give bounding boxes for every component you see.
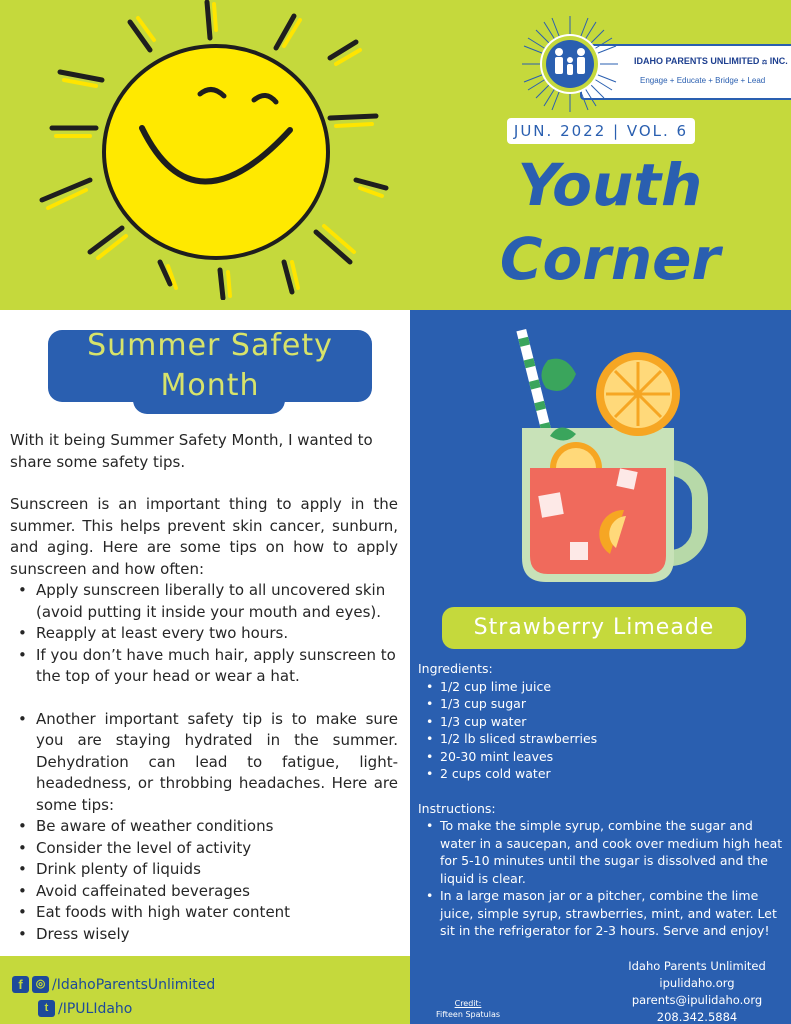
logo-org-name: IDAHO PARENTS UNLIMITED ⚖ INC. — [634, 56, 788, 66]
list-item: • To make the simple syrup, combine the sugar and water in a saucepan, and cook over medium high heat for 5-10 minutes until the sugar is dissolved and the liquid is clear. — [424, 817, 784, 887]
list-item: • Drink plenty of liquids — [10, 859, 398, 881]
article-body — [10, 430, 398, 945]
heading-line-1: Summer Safety — [87, 328, 333, 363]
list-item: • 1/2 lb sliced strawberries — [424, 730, 784, 748]
contact-email[interactable]: parents@ipulidaho.org — [631, 993, 763, 1007]
list-item: • Eat foods with high water content — [10, 902, 398, 924]
list-item: • Dress wisely — [10, 924, 398, 946]
contact-org: Idaho Parents Unlimited — [628, 959, 766, 973]
list-item: • Avoid caffeinated beverages — [10, 881, 398, 903]
contact-website[interactable]: ipulidaho.org — [659, 976, 735, 990]
issue-label: JUN. 2022 | VOL. 6 — [507, 118, 695, 144]
intro-paragraph: With it being Summer Safety Month, I wanted to share some safety tips. — [10, 431, 373, 471]
contact-phone: 208.342.5884 — [656, 1010, 738, 1024]
twitter-icon: t — [38, 1000, 55, 1017]
twitter-link[interactable] — [38, 1000, 132, 1017]
family-emblem-icon — [520, 14, 620, 114]
section-heading — [48, 326, 372, 406]
image-credit — [432, 998, 504, 1020]
facebook-icon: f — [12, 976, 29, 993]
title-line-1: Youth — [517, 151, 703, 219]
ingredients-list — [424, 678, 784, 783]
summer-safety-section — [0, 310, 410, 956]
list-item: • If you don’t have much hair, apply sunscreen to the top of your head or wear a hat. — [10, 645, 398, 688]
list-item: • Consider the level of activity — [10, 838, 398, 860]
title-line-2: Corner — [499, 225, 721, 293]
list-item: • 1/3 cup water — [424, 713, 784, 731]
sunscreen-paragraph: Sunscreen is an important thing to apply in the summer. This helps prevent skin cancer, sunburn, and aging. Here are some tips on how to apply sunscreen and how often: — [10, 495, 398, 578]
contact-info — [610, 958, 784, 1024]
facebook-handle: /IdahoParentsUnlimited — [52, 976, 216, 993]
footer-social — [0, 956, 410, 1024]
sunscreen-tips-list — [10, 580, 398, 688]
hydration-intro-list — [10, 709, 398, 817]
recipe-section — [410, 310, 791, 1024]
heading-line-2: Month — [160, 368, 260, 403]
ipul-logo — [520, 14, 791, 114]
list-item: • In a large mason jar or a pitcher, combine the lime juice, simple syrup, strawberries, mint, and water. Let sit in the refrigerator for 2-3 hours. Serve and enjoy! — [424, 887, 784, 940]
limeade-jar-icon — [500, 318, 720, 598]
list-item: • 1/2 cup lime juice — [424, 678, 784, 696]
hydration-paragraph: • Another important safety tip is to make sure you are staying hydrated in the summer. Dehydration can lead to fatigue, light-headedness, or throbbing headaches. Here are some tips: — [10, 709, 398, 817]
list-item: • 1/3 cup sugar — [424, 695, 784, 713]
smiling-sun-icon — [30, 0, 410, 300]
logo-tagline: Engage + Educate + Bridge + Lead — [640, 76, 766, 85]
list-item: • Reapply at least every two hours. — [10, 623, 398, 645]
list-item: • 2 cups cold water — [424, 765, 784, 783]
instructions-label: Instructions: — [418, 800, 496, 816]
recipe-title: Strawberry Limeade — [442, 607, 746, 649]
credit-label: Credit: — [454, 999, 482, 1008]
twitter-handle: /IPULIdaho — [58, 1000, 133, 1017]
recipe-body — [418, 660, 784, 940]
credit-name: Fifteen Spatulas — [435, 1010, 501, 1019]
list-item: • Apply sunscreen liberally to all uncovered skin (avoid putting it inside your mouth and eyes). — [10, 580, 398, 623]
list-item: • 20-30 mint leaves — [424, 748, 784, 766]
ingredients-label: Ingredients: — [418, 661, 493, 676]
page-title — [470, 148, 750, 296]
list-item: • Be aware of weather conditions — [10, 816, 398, 838]
hydration-tips-list — [10, 816, 398, 945]
header-banner — [0, 0, 791, 310]
instructions-list — [424, 817, 784, 940]
instagram-icon: ◎ — [32, 976, 49, 993]
facebook-link[interactable] — [12, 976, 215, 993]
